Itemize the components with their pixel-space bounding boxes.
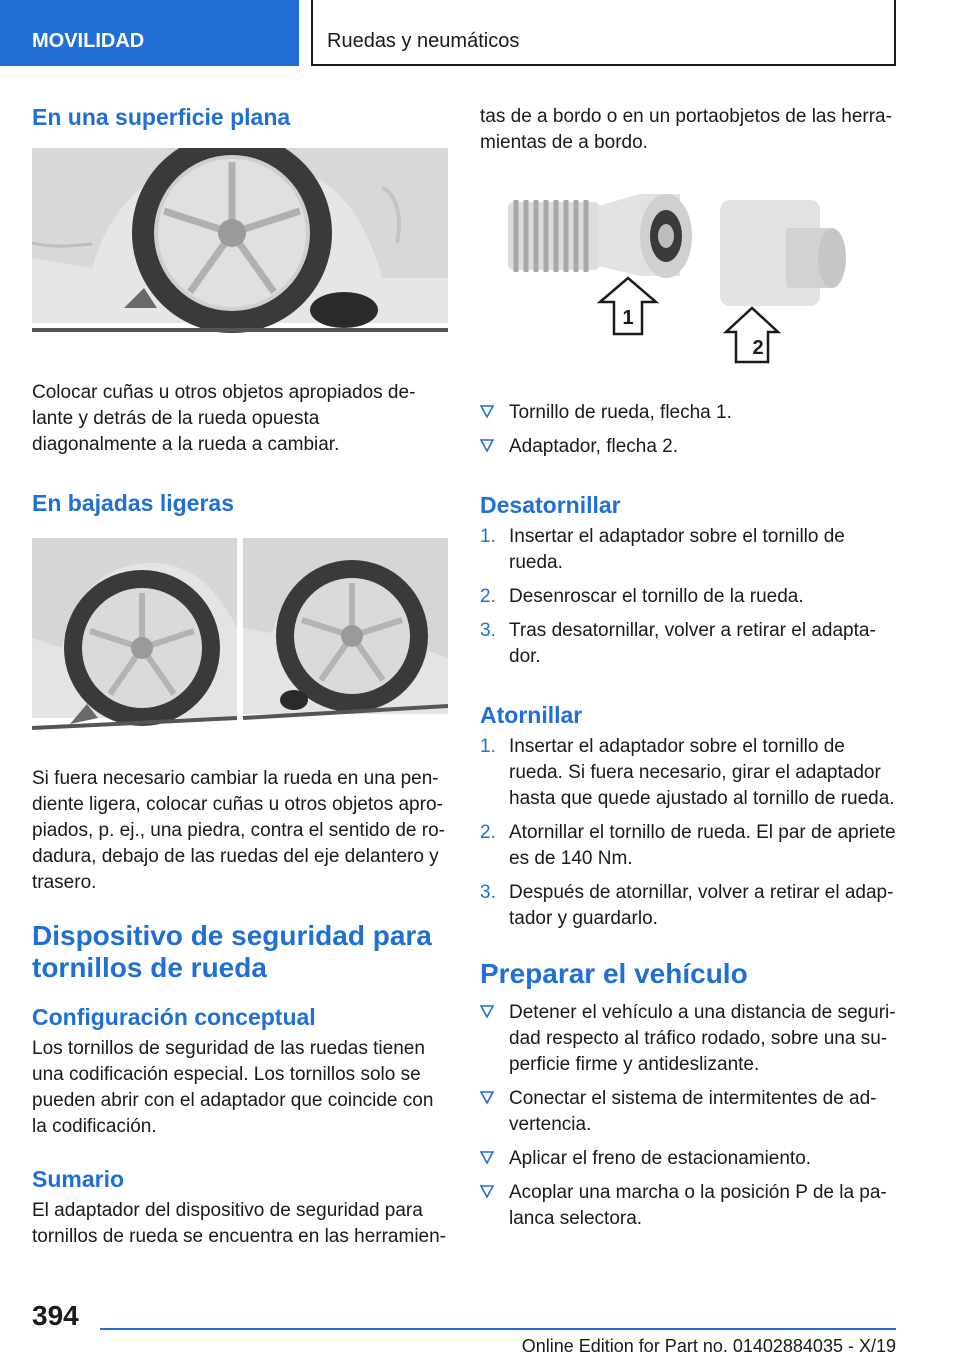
step-text: Tras desatornillar, volver a retirar el adapta-dor.: [509, 620, 876, 667]
right-column: [480, 100, 896, 1232]
heading-wheel-lock: Dispositivo de seguridad para tornillos de rueda: [32, 920, 432, 983]
bolt-adapter-illustration: [480, 184, 896, 374]
car-wheel-slope-illustration: [32, 538, 448, 730]
list-item: [480, 400, 896, 426]
car-wheel-flat-illustration: [32, 148, 448, 338]
list-item-text: Adaptador, flecha 2.: [509, 436, 679, 457]
unscrew-steps: [480, 524, 896, 670]
step-text: Desenroscar el tornillo de la rueda.: [509, 586, 804, 607]
heading-unscrew: Desatornillar: [480, 492, 621, 518]
text-concept: Los tornillos de seguridad de las ruedas tienen una codificación especial. Los tornillos solo se pueden abrir con el adaptador que coincide con la codificación.: [32, 1038, 434, 1137]
footer-edition: Online Edition for Part no. 01402884035 - X/19: [521, 1336, 896, 1356]
step-number: 1.: [480, 526, 496, 547]
step-text: Atornillar el tornillo de rueda. El par de apriete es de 140 Nm.: [509, 822, 896, 869]
list-item-text: Aplicar el freno de estacionamiento.: [509, 1148, 812, 1169]
step-text: Después de atornillar, volver a retirar el adap-tador y guardarlo.: [509, 882, 894, 929]
header-chapter-title: Ruedas y neumáticos: [311, 0, 896, 66]
triangle-bullet-icon: [480, 1090, 494, 1106]
prepare-list: [480, 1000, 896, 1232]
list-item-text: Tornillo de rueda, flecha 1.: [509, 402, 732, 423]
triangle-bullet-icon: [480, 1004, 494, 1020]
triangle-bullet-icon: [480, 1150, 494, 1166]
list-item: [480, 434, 896, 460]
step-number: 3.: [480, 620, 496, 641]
list-item: [480, 1146, 896, 1172]
list-item: [480, 1180, 896, 1232]
text-summary-continued: tas de a bordo o en un portaobjetos de las herra-mientas de a bordo.: [480, 106, 892, 153]
list-item: [480, 880, 896, 932]
figure-flat-surface: [32, 148, 448, 338]
step-number: 3.: [480, 882, 496, 903]
screw-steps: [480, 734, 896, 932]
left-column: [32, 100, 448, 1250]
list-item: [480, 584, 896, 610]
step-number: 2.: [480, 586, 496, 607]
triangle-bullet-icon: [480, 1184, 494, 1200]
list-item: [480, 734, 896, 812]
step-number: 2.: [480, 822, 496, 843]
figure-slight-slope: [32, 538, 448, 730]
text-flat-surface: Colocar cuñas u otros objetos apropiados de-lante y detrás de la rueda opuesta diagonalmente a la rueda a cambiar.: [32, 382, 416, 455]
heading-concept: Configuración conceptual: [32, 1004, 316, 1030]
list-item: [480, 618, 896, 670]
text-summary: El adaptador del dispositivo de seguridad para tornillos de rueda se encuentra en las herramien-: [32, 1200, 447, 1247]
step-number: 1.: [480, 736, 496, 757]
heading-slight-slope: En bajadas ligeras: [32, 490, 234, 516]
list-item: [480, 820, 896, 872]
heading-summary: Sumario: [32, 1166, 125, 1192]
figure-label-2: 2: [752, 337, 764, 359]
text-slight-slope: Si fuera necesario cambiar la rueda en una pen-diente ligera, colocar cuñas u otros objetos apro-piados, p. ej., una piedra, contra el sentido de ro-dadura, debajo de las ruedas del eje delantero y trasero.: [32, 768, 445, 893]
heading-flat-surface: En una superficie plana: [32, 104, 291, 130]
footer-divider: [100, 1328, 896, 1330]
list-item-text: Acoplar una marcha o la posición P de la pa-lanca selectora.: [509, 1182, 887, 1229]
list-item: [480, 1086, 896, 1138]
list-item: [480, 524, 896, 576]
page-number: 394: [32, 1300, 79, 1331]
triangle-bullet-icon: [480, 438, 494, 454]
triangle-bullet-icon: [480, 404, 494, 420]
header-section-tab: MOVILIDAD: [0, 0, 299, 66]
figure-bolt-adapter: [480, 184, 896, 374]
heading-screw: Atornillar: [480, 702, 583, 728]
figure-label-1: 1: [622, 307, 634, 329]
list-item-text: Conectar el sistema de intermitentes de ad-vertencia.: [509, 1088, 877, 1135]
step-text: Insertar el adaptador sobre el tornillo de rueda. Si fuera necesario, girar el adaptador hasta que quede ajustado al tornillo de rueda.: [509, 736, 895, 809]
wheel-bolt-icon: [508, 194, 692, 278]
step-text: Insertar el adaptador sobre el tornillo de rueda.: [509, 526, 845, 573]
heading-prepare-vehicle: Preparar el vehículo: [480, 958, 748, 989]
list-item-text: Detener el vehículo a una distancia de seguri-dad respecto al tráfico rodado, sobre una su-perficie firme y antideslizante.: [509, 1002, 896, 1075]
parts-list: [480, 400, 896, 460]
list-item: [480, 1000, 896, 1078]
